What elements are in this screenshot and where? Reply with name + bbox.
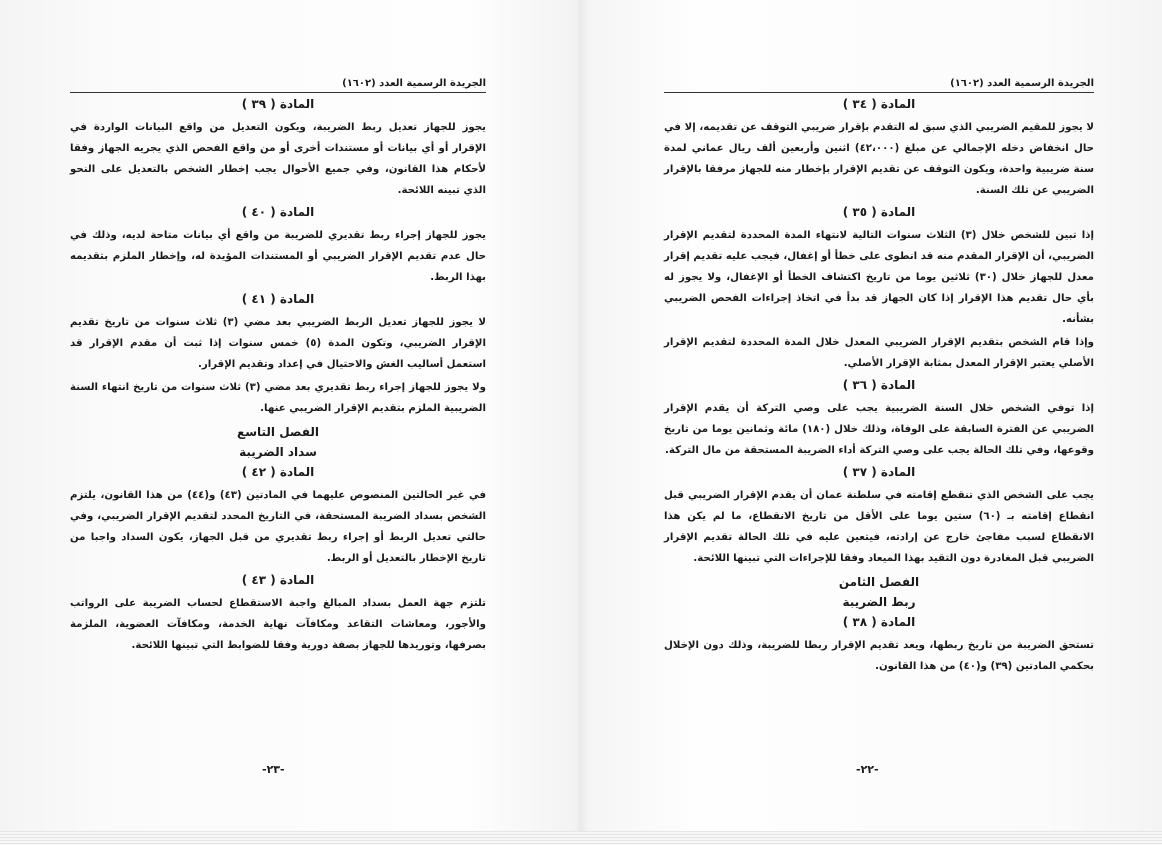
header-text: الجريدة الرسمية العدد (١٦٠٢)	[950, 78, 1094, 89]
article-title: المادة ( ٣٨ )	[842, 615, 916, 629]
article-title: المادة ( ٤٢ )	[241, 465, 315, 479]
article-paragraph: تستحق الضريبة من تاريخ ربطها، ويعد تقديم الإقرار ربطا للضريبة، وذلك دون الإخلال بحكمي المادتين (٣٩) و(٤٠) من هذا القانون.	[664, 640, 1094, 672]
chapter-title: ربط الضريبة	[842, 595, 916, 609]
article-paragraph: لا يجوز للمقيم الضريبي الذي سبق له التقدم بإقرار ضريبي التوقف عن تقديمه، إلا في حال انخفاض دخله الإجمالي عن مبلغ (٤٢،٠٠٠) اثنين وأربعين ألف ريال عماني لمدة سنة ضريبية واحدة، ويكون التوقف عن تقديم الإقرار بإخطار منه للجهاز مرفقا بالإقرار الضريبي عن تلك السنة.	[664, 122, 1095, 196]
article-paragraph: يجب على الشخص الذي تنقطع إقامته في سلطنة عمان أن يقدم الإقرار الضريبي قبل انقطاع إقامته بـ (٦٠) ستين يوما على الأقل من تاريخ الانقطاع، ما لم يكن هذا الانقطاع لسبب مفاجئ خارج عن إرادته، فيتعين عليه في تلك الحالة تقديم الإقرار الضريبي قبل المغادرة دون التقيد بهذا الميعاد وفقا للإجراءات التي تبينها اللائحة.	[664, 490, 1095, 564]
running-header	[70, 78, 486, 93]
article-paragraph: في غير الحالتين المنصوص عليهما في المادتين (٤٣) و(٤٤) من هذا القانون، يلتزم الشخص بسداد الضريبة المستحقة، في التاريخ المحدد لتقديم الإقرار الضريبي، وفي حالتي تعديل الربط أو إجراء ربط تقديري من قبل الجهاز، يكون السداد واجبا من تاريخ الإخطار بالتعديل أو الربط.	[70, 490, 486, 564]
article-paragraph: إذا تبين للشخص خلال (٣) الثلاث سنوات التالية لانتهاء المدة المحددة لتقديم الإقرار الضريبي، أن الإقرار المقدم منه قد انطوى على خطأ أو إغفال، فيجب عليه تقديم إقرار معدل للجهاز خلال (٣٠) ثلاثين يوما من تاريخ اكتشاف الخطأ أو الإغفال، ولا يجوز له بأي حال تقديم هذا الإقرار إذا كان الجهاز قد بدأ في اتخاذ إجراءات الفحص الضريبي بشأنه.	[664, 230, 1094, 325]
page-body	[70, 97, 486, 656]
article-title: المادة ( ٤١ )	[241, 292, 315, 306]
article-title: المادة ( ٣٩ )	[241, 97, 315, 111]
article-paragraph: يجوز للجهاز تعديل ربط الضريبة، ويكون التعديل من واقع البيانات الواردة في الإقرار أو أي بيانات أو مستندات أخرى أو من واقع الفحص الذي يجريه الجهاز وفقا لأحكام هذا القانون، وفي جميع الأحوال يجب إخطار الشخص بالتعديل على النحو الذي تبينه اللائحة.	[70, 122, 486, 196]
article-paragraph: يجوز للجهاز إجراء ربط تقديري للضريبة من واقع أي بيانات متاحة لديه، وذلك في حال عدم تقديم الإقرار الضريبي أو المستندات المؤيدة له، وإخطار الملزم بتقديمه بهذا الربط.	[70, 230, 486, 283]
article-paragraph: إذا توفي الشخص خلال السنة الضريبية يجب على وصي التركة أن يقدم الإقرار الضريبي عن الفترة السابقة على الوفاة، وذلك خلال (١٨٠) مائة وثمانين يوما من تاريخ وقوعها، وفي تلك الحالة يجب على وصي التركة أداء الضريبة المستحقة من مال التركة.	[664, 403, 1094, 456]
chapter-title: سداد الضريبة	[239, 445, 317, 459]
page-body	[664, 97, 1094, 677]
article-paragraph: تلتزم جهة العمل بسداد المبالغ واجبة الاستقطاع لحساب الضريبة على الرواتب والأجور، ومعاشات التقاعد ومكافآت نهاية الخدمة، ومكافآت العضوية، الملزمة بصرفها، وتوريدها للجهاز بصفة دورية وفقا للضوابط التي تبينها اللائحة.	[70, 598, 486, 651]
article-title: المادة ( ٣٧ )	[842, 465, 916, 479]
header-text: الجريدة الرسمية العدد (١٦٠٢)	[342, 78, 486, 89]
page-edge	[0, 831, 1162, 845]
page-number-left: -٢٣-	[262, 763, 285, 776]
article-paragraph: لا يجوز للجهاز تعديل الربط الضريبي بعد مضي (٣) ثلاث سنوات من تاريخ تقديم الإقرار الضريبي، وتكون المدة (٥) خمس سنوات إذا ثبت أن مقدم الإقرار قد استعمل أساليب الغش والاحتيال في إعداد وتقديم الإقرار.	[70, 317, 486, 370]
article-title: المادة ( ٣٤ )	[842, 97, 916, 111]
article-paragraph: ولا يجوز للجهاز إجراء ربط تقديري بعد مضي (٣) ثلاث سنوات من تاريخ انتهاء السنة الضريبية الملزم بتقديم الإقرار الضريبي عنها.	[70, 382, 486, 414]
chapter-title: الفصل التاسع	[237, 425, 319, 439]
left-page	[70, 78, 486, 658]
article-paragraph: وإذا قام الشخص بتقديم الإقرار الضريبي المعدل خلال المدة المحددة لتقديم الإقرار الأصلي يعتبر الإقرار المعدل بمثابة الإقرار الأصلي.	[664, 337, 1094, 369]
page-number-right: -٢٢-	[856, 763, 879, 776]
chapter-title: الفصل الثامن	[838, 575, 920, 589]
article-title: المادة ( ٤٠ )	[241, 205, 315, 219]
running-header	[664, 78, 1094, 93]
article-title: المادة ( ٤٣ )	[241, 573, 315, 587]
article-title: المادة ( ٣٦ )	[842, 378, 916, 392]
right-page	[664, 78, 1094, 679]
article-title: المادة ( ٣٥ )	[842, 205, 916, 219]
